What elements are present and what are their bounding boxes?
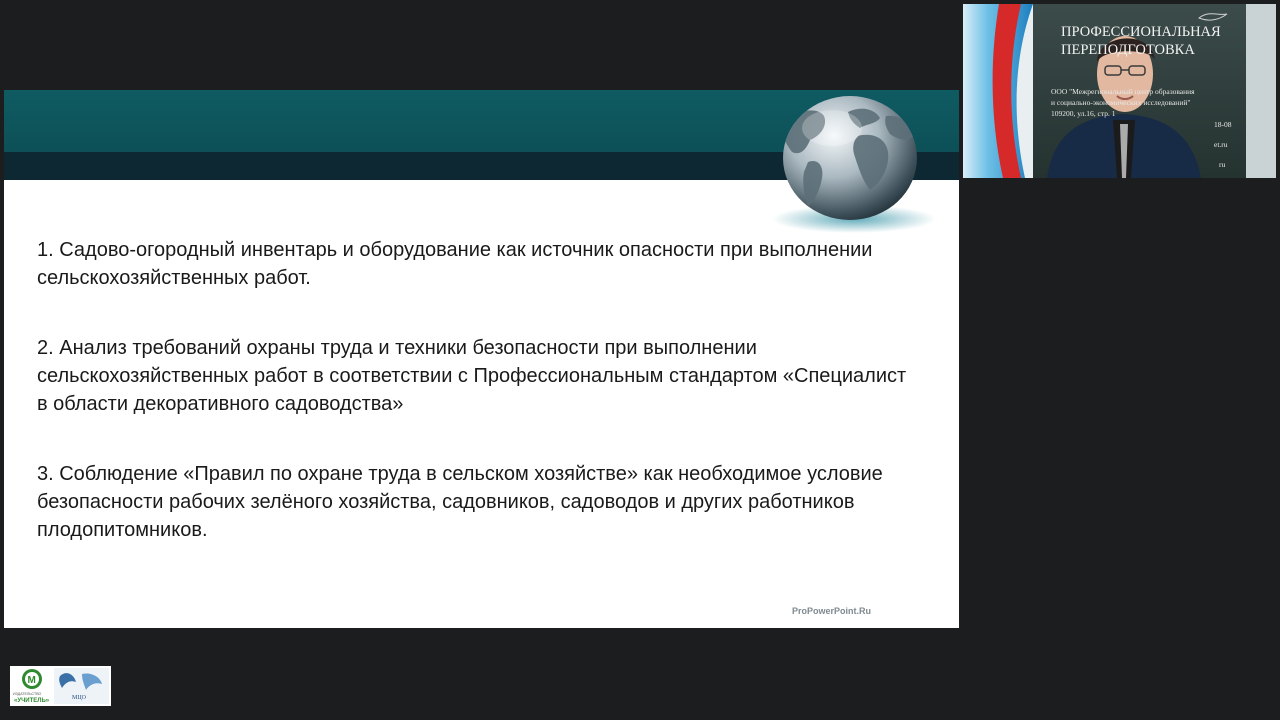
partner-abbr: МЦО: [72, 695, 86, 701]
banner-org-line1: ООО "Межрегиональный центр образования: [1051, 87, 1195, 96]
banner-org-line2: и социально-экономических исследований": [1051, 98, 1191, 107]
banner-title-line1: ПРОФЕССИОНАЛЬНАЯ: [1061, 24, 1221, 40]
slide-watermark: ProPowerPoint.Ru: [792, 606, 872, 616]
globe-icon: [762, 92, 942, 242]
logo-publisher-name: «УЧИТЕЛЬ»: [14, 698, 50, 704]
svg-text:М: М: [27, 675, 36, 686]
banner-phone: 18-08: [1214, 120, 1232, 129]
logo-publisher-small: ИЗДАТЕЛЬСТВО: [13, 692, 42, 696]
banner-site-1: et.ru: [1214, 140, 1228, 149]
publisher-logo: [10, 666, 111, 706]
slide-item-1: 1. Садово-огородный инвентарь и оборудование как источник опасности при выполнении сельскохозяйственных работ.: [37, 239, 873, 289]
banner-address: 109200, ул.16, стр. 1: [1051, 109, 1116, 118]
logo-graphic: [10, 666, 111, 706]
banner-site-2: ru: [1219, 160, 1226, 169]
slide-item-3: 3. Соблюдение «Правил по охране труда в сельском хозяйстве» как необходимое условие безопасности рабочих зелёного хозяйства, садовников, садоводов и других работников плодопитомников.: [37, 463, 883, 541]
slide-item-2: 2. Анализ требований охраны труда и техники безопасности при выполнении сельскохозяйственных работ в соответствии с Профессиональным стандартом «Специалист в области декоративного садоводства»: [37, 337, 907, 415]
webcam-scene: [963, 4, 1276, 178]
presentation-slide: [4, 90, 959, 628]
webcam-video[interactable]: [963, 4, 1276, 178]
slide-content: [37, 236, 917, 586]
banner-title-line2: ПЕРЕПОДГОТОВКА: [1061, 42, 1195, 58]
